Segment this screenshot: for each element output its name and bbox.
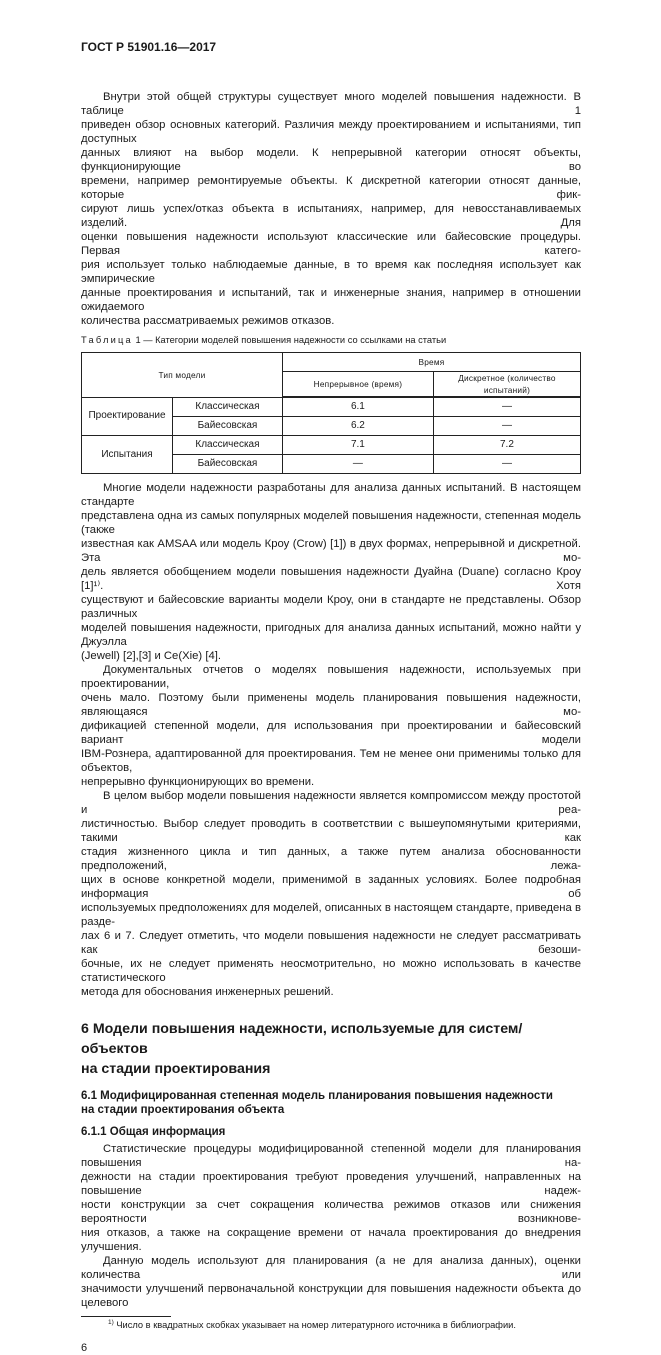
discrete-cell: — (433, 417, 580, 436)
text-line: рия использует только наблюдаемые данные, в то время как последняя использует как эмпирические (81, 259, 581, 285)
text-line: дификацией степенной модели, для использования при проектировании и байесовский вариант модели (81, 720, 581, 746)
text-line: бочные, их не следует применять неосмотрительно, но можно использовать в качестве статистического (81, 958, 581, 984)
text-line: метода для обоснования инженерных решений. (81, 986, 334, 998)
text-line: дежности на стадии проектирования требуют проведения улучшений, направленных на повышение надеж- (81, 1171, 581, 1197)
text-line: приведен обзор основных категорий. Различия между проектированием и испытаниями, тип доступных (81, 119, 581, 145)
text-line: используемых предположениях для моделей, описанных в настоящем стандарте, приведена в разде- (81, 902, 581, 928)
text-line: данные проектирования и испытаний, так и инженерные знания, например в отношении ожидаемого (81, 287, 581, 313)
page-body (81, 90, 581, 1355)
text-line: представлена одна из самых популярных моделей повышения надежности, степенная модель (также (81, 510, 581, 536)
text-line: лах 6 и 7. Следует отметить, что модели повышения надежности не следует рассматривать как безоши- (81, 930, 581, 956)
text-line: стадия жизненного цикла и тип данных, а также путем анализа обоснованности предположений, лежа- (81, 846, 581, 872)
footnote-block (81, 1316, 581, 1331)
th-time: Время (282, 353, 580, 372)
text-line: значимости улучшений первоначальной конструкции для повышения надежности объекта до целевого (81, 1283, 581, 1309)
table-row (82, 397, 581, 417)
text-line: Документальных отчетов о моделях повышения надежности, используемых при проектировании, (81, 664, 581, 690)
th-discrete: Дискретное (количество испытаний) (433, 372, 580, 398)
text-line: оценки повышения надежности используют классические или байесовские процедуры. Первая катего- (81, 231, 581, 257)
text-line: Многие модели надежности разработаны для анализа данных испытаний. В настоящем стандарте (81, 482, 581, 508)
th-model-type: Тип модели (82, 353, 283, 398)
method-cell: Байесовская (173, 417, 283, 436)
footnote-divider (81, 1316, 171, 1317)
table-caption-prefix: Таблица (81, 335, 133, 345)
text-line: В целом выбор модели повышения надежности является компромиссом между простотой и реа- (81, 790, 581, 816)
text-line: (Jewell) [2],[3] и Се(Xie) [4]. (81, 650, 222, 662)
footnote-mark: 1) (108, 1318, 114, 1326)
text-line: количества рассматриваемых режимов отказов. (81, 315, 335, 327)
text-line: дель является обобщением модели повышения надежности Дуайна (Duane) согласно Кроу [1]¹⁾. Хотя (81, 566, 581, 592)
discrete-cell: — (433, 455, 580, 474)
section-6-title-line1: 6 Модели повышения надежности, используемые для систем/объектов (81, 1021, 523, 1057)
text-line: щих в основе конкретной модели, применимой в заданных условиях. Более подробная информация об (81, 874, 581, 900)
continuous-cell: 7.1 (282, 436, 433, 455)
text-line: Данную модель используют для планирования (а не для анализа данных), оценки количества или (81, 1255, 581, 1281)
discrete-cell: 7.2 (433, 436, 580, 455)
paragraph-statistical (81, 1142, 581, 1254)
footnote-text: Число в квадратных скобках указывает на номер литературного источника в библиографии. (113, 1320, 516, 1330)
section-6-title-line2: на стадии проектирования (81, 1061, 271, 1077)
continuous-cell: 6.1 (282, 397, 433, 417)
text-line: известная как AMSAA или модель Кроу (Crow) [1]) в двух формах, непрерывной и дискретной. Эта мо- (81, 538, 581, 564)
section-6-1-heading (81, 1089, 581, 1117)
table-row (82, 436, 581, 455)
section-6-1-1-heading (81, 1125, 581, 1139)
method-cell: Байесовская (173, 455, 283, 474)
text-line: данных влияют на выбор модели. К непрерывной категории относят объекты, функционирующие во (81, 147, 581, 173)
table-caption-text: 1 — Категории моделей повышения надежности со ссылками на статьи (132, 335, 447, 345)
method-cell: Классическая (173, 397, 283, 417)
section-6-1-1-title: 6.1.1 Общая информация (81, 1126, 226, 1138)
discrete-cell: — (433, 397, 580, 417)
group-cell: Проектирование (82, 397, 173, 436)
continuous-cell: — (282, 455, 433, 474)
paragraph-intro (81, 90, 581, 328)
text-line: ности конструкции за счет сокращения количества режимов отказов или снижения вероятности возникнове- (81, 1199, 581, 1225)
paragraph-choice (81, 789, 581, 999)
text-line: сируют лишь успех/отказ объекта в испытаниях, например, для невосстанавливаемых изделий. Для (81, 203, 581, 229)
text-line: IBM-Рознера, адаптированной для проектирования. Тем не менее они применимы только для объектов, (81, 748, 581, 774)
paragraph-design-reports (81, 663, 581, 789)
text-line: очень мало. Поэтому были применены модель планирования повышения надежности, являющаяся мо- (81, 692, 581, 718)
group-cell: Испытания (82, 436, 173, 474)
section-6-1-title-line1: 6.1 Модифицированная степенная модель планирования повышения надежности (81, 1090, 553, 1102)
continuous-cell: 6.2 (282, 417, 433, 436)
text-line: моделей повышения надежности, пригодных для анализа данных испытаний, можно найти у Джуэлла (81, 622, 581, 648)
section-6-heading (81, 1019, 581, 1079)
text-line: Внутри этой общей структуры существует много моделей повышения надежности. В таблице 1 (81, 91, 581, 117)
text-line: непрерывно функционирующих во времени. (81, 776, 315, 788)
method-cell: Классическая (173, 436, 283, 455)
text-line: ния отказов, а также на сокращение времени от начала проектирования до внедрения улучшения. (81, 1227, 581, 1253)
footnote (108, 1319, 581, 1331)
text-line: листичностью. Выбор следует проводить в соответствии с вышеупомянутыми критериями, такими как (81, 818, 581, 844)
text-line: времени, например ремонтируемые объекты. К дискретной категории относят данные, которые фик- (81, 175, 581, 201)
section-6-1-title-line2: на стадии проектирования объекта (81, 1104, 285, 1116)
th-continuous: Непрерывное (время) (282, 372, 433, 398)
text-line: существуют и байесовские варианты модели Кроу, они в стандарте не представлены. Обзор различных (81, 594, 581, 620)
page-number: 6 (81, 1342, 88, 1354)
document-header: ГОСТ Р 51901.16—2017 (81, 40, 217, 54)
paragraph-usage (81, 1254, 581, 1310)
table-caption (81, 334, 581, 346)
paragraph-models (81, 481, 581, 663)
text-line: Статистические процедуры модифицированной степенной модели для планирования повышения на- (81, 1143, 581, 1169)
table-1 (81, 352, 581, 474)
